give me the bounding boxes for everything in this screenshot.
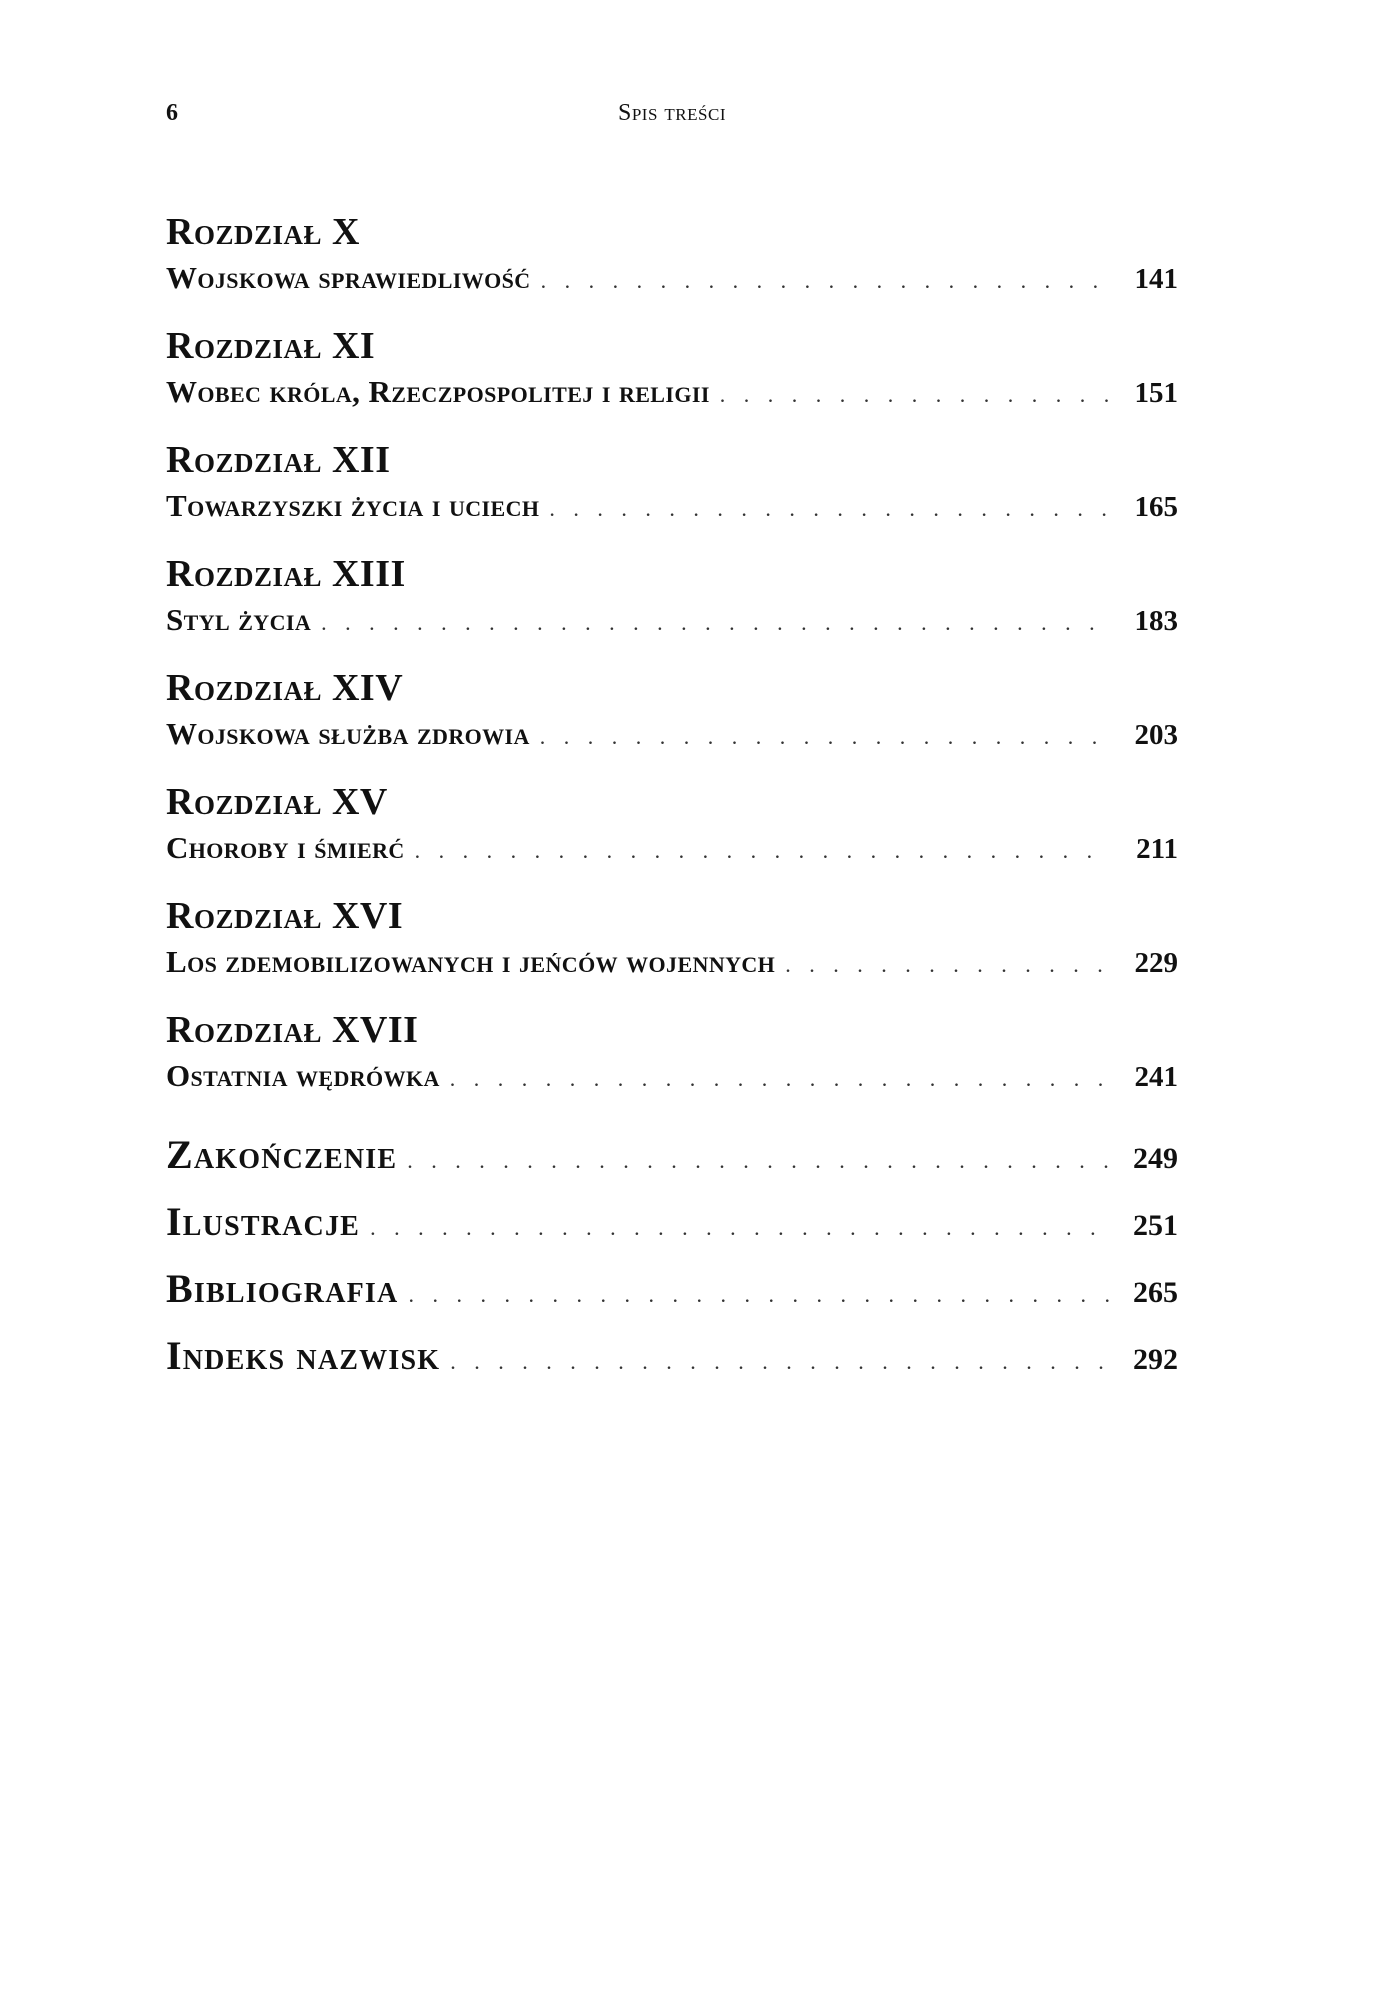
chapter-label: Rozdział XV <box>166 781 388 823</box>
dot-leader <box>415 829 1112 873</box>
dot-leader <box>540 715 1112 759</box>
table-of-contents <box>166 208 1178 1399</box>
toc-entry[interactable] <box>166 940 1178 987</box>
chapter-label: Rozdział XIII <box>166 553 406 595</box>
chapter-title: Los zdemobilizowanych i jeńców wojennych <box>166 944 776 979</box>
section-title: Bibliografia <box>166 1266 399 1311</box>
page-reference: 249 <box>1133 1142 1178 1175</box>
running-title: Spis treści <box>618 100 726 126</box>
page-number: 6 <box>166 100 178 126</box>
section-title: Zakończenie <box>166 1132 398 1177</box>
toc-entry[interactable] <box>166 256 1178 303</box>
toc-chapter <box>166 208 1178 303</box>
toc-chapter <box>166 892 1178 987</box>
chapter-label: Rozdział XIV <box>166 667 404 709</box>
dot-leader <box>407 1148 1112 1174</box>
backmatter-list <box>166 1131 1178 1399</box>
toc-entry-backmatter[interactable] <box>166 1131 1178 1198</box>
toc-entry[interactable] <box>166 598 1178 645</box>
page-reference: 265 <box>1133 1276 1178 1309</box>
toc-entry[interactable] <box>166 826 1178 873</box>
page-reference: 241 <box>1134 1061 1178 1093</box>
toc-chapter <box>166 550 1178 645</box>
page-reference: 229 <box>1134 947 1178 979</box>
toc-entry[interactable] <box>166 484 1178 531</box>
section-title: Ilustracje <box>166 1199 361 1244</box>
dot-leader <box>549 487 1112 531</box>
running-head <box>166 100 1178 140</box>
page-reference: 203 <box>1134 719 1178 751</box>
toc-entry[interactable] <box>166 370 1178 417</box>
chapter-label: Rozdział XVI <box>166 895 404 937</box>
dot-leader <box>450 1057 1112 1101</box>
toc-chapter <box>166 664 1178 759</box>
chapter-title: Ostatnia wędrówka <box>166 1058 440 1093</box>
page-reference: 211 <box>1136 833 1178 865</box>
toc-entry-backmatter[interactable] <box>166 1198 1178 1265</box>
dot-leader <box>321 601 1112 645</box>
section-title: Indeks nazwisk <box>166 1333 441 1378</box>
dot-leader <box>785 943 1112 987</box>
toc-entry-backmatter[interactable] <box>166 1332 1178 1399</box>
dot-leader <box>720 373 1112 417</box>
dot-leader <box>541 259 1112 303</box>
chapter-title: Choroby i śmierć <box>166 830 405 865</box>
chapter-title: Wojskowa służba zdrowia <box>166 716 530 751</box>
chapter-title: Wojskowa sprawiedliwość <box>166 260 531 295</box>
chapter-label: Rozdział XVII <box>166 1009 419 1051</box>
toc-chapter <box>166 778 1178 873</box>
dot-leader <box>450 1349 1112 1375</box>
chapter-label: Rozdział XI <box>166 325 376 367</box>
toc-entry-backmatter[interactable] <box>166 1265 1178 1332</box>
page-reference: 183 <box>1134 605 1178 637</box>
page-reference: 165 <box>1134 491 1178 523</box>
page-reference: 151 <box>1134 377 1178 409</box>
page-reference: 141 <box>1134 263 1178 295</box>
chapter-title: Wobec króla, Rzeczpospolitej i religii <box>166 374 710 409</box>
toc-chapter <box>166 322 1178 417</box>
chapter-label: Rozdział X <box>166 211 360 253</box>
chapter-label: Rozdział XII <box>166 439 391 481</box>
toc-chapter <box>166 1006 1178 1101</box>
toc-entry[interactable] <box>166 1054 1178 1101</box>
dot-leader <box>408 1282 1112 1308</box>
dot-leader <box>370 1215 1112 1241</box>
chapter-title: Towarzyszki życia i uciech <box>166 488 540 523</box>
toc-chapter <box>166 436 1178 531</box>
page-reference: 292 <box>1133 1343 1178 1376</box>
toc-entry[interactable] <box>166 712 1178 759</box>
chapter-title: Styl życia <box>166 602 312 637</box>
page-reference: 251 <box>1133 1209 1178 1242</box>
